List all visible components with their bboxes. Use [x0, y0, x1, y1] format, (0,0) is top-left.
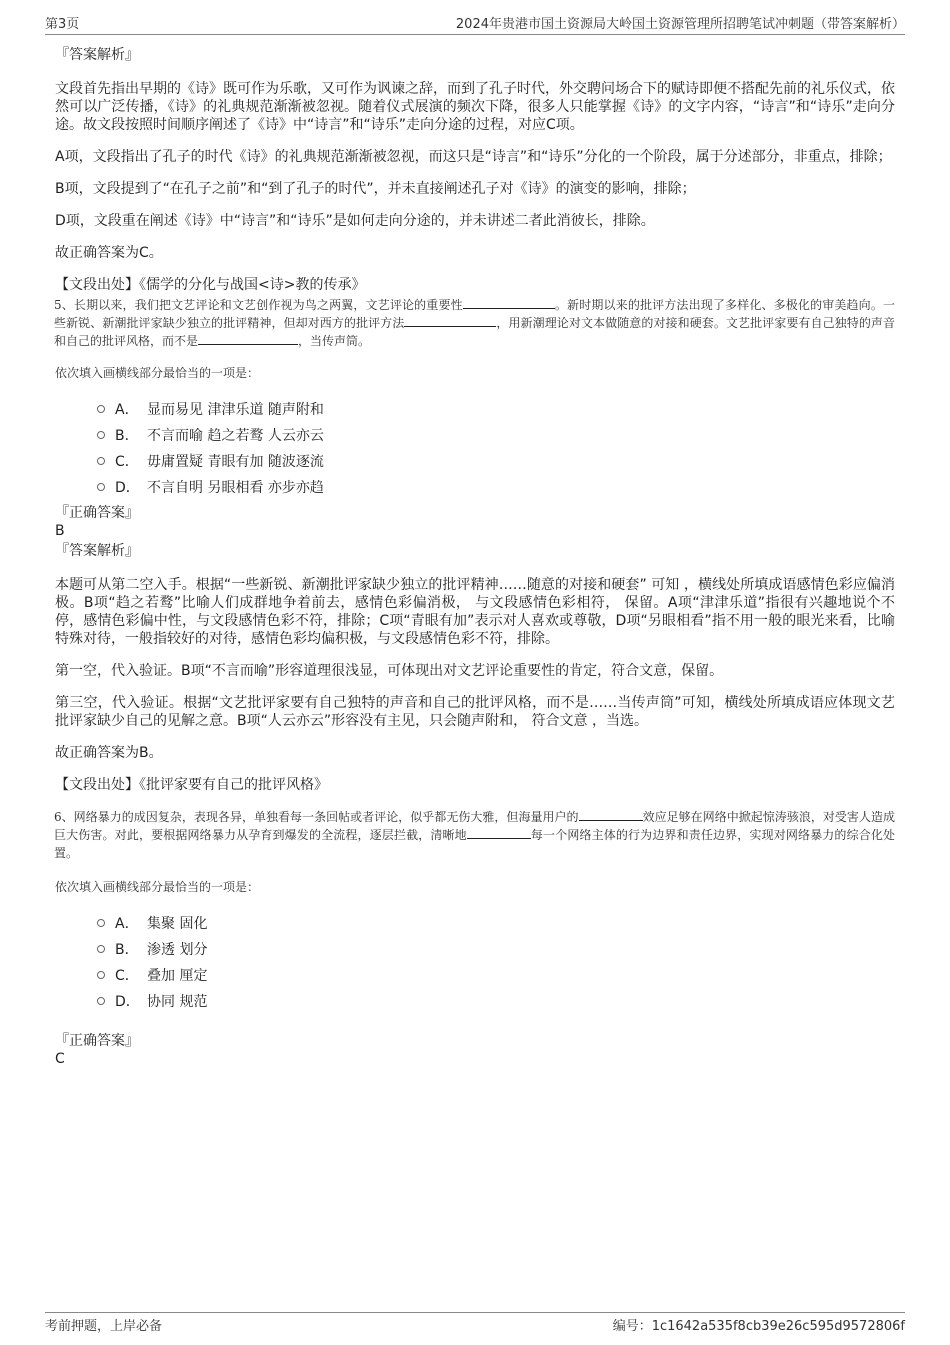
fill-blank: [467, 826, 531, 839]
option-d[interactable]: D． 不言自明 另眼相看 亦步亦趋: [97, 474, 895, 500]
analysis-paragraph: 本题可从第二空入手。根据“一些新锐、新潮批评家缺少独立的批评精神……随意的对接和硬套” 可知 ，横线处所填成语感情色彩应偏消极。B项“趋之若鹜”比喻人们成群地争着前去，感情色彩偏消极， 与文段感情色彩相符， 保留。A项“津津乐道”指很有兴趣地说个不停，感情色彩偏中性，与文段感情色彩不符，排除；C项“青眼有加”表示对人喜欢或尊敬，D项“另眼相看”指不用一般的眼光来看，比喻特殊对待，一般指较好的对待，感情色彩均偏积极，与文段感情色彩不符，排除。: [55, 577, 895, 647]
footer-slogan: 考前押题，上岸必备: [45, 1319, 163, 1334]
analysis-paragraph: 第一空，代入验证。B项“不言而喻”形容道理很浅显，可体现出对文艺评论重要性的肯定，符合文意，保留。: [55, 663, 724, 679]
radio-button[interactable]: [97, 945, 105, 953]
radio-button[interactable]: [97, 431, 105, 439]
question-5-options: [55, 396, 895, 500]
page-header: [45, 14, 905, 35]
analysis-label: 『答案解析』: [55, 543, 139, 559]
fill-blank: [404, 314, 496, 327]
source-citation: 【文段出处】《批评家要有自己的批评风格》: [55, 777, 328, 793]
radio-button[interactable]: [97, 997, 105, 1005]
radio-button[interactable]: [97, 457, 105, 465]
fill-blank: [463, 296, 555, 309]
question-5-prompt: 依次填入画横线部分最恰当的一项是：: [55, 366, 260, 380]
question-6-prompt: 依次填入画横线部分最恰当的一项是：: [55, 880, 260, 894]
answer-conclusion: 故正确答案为B。: [55, 745, 163, 761]
fill-blank: [579, 808, 643, 821]
option-b[interactable]: B． 渗透 划分: [97, 936, 895, 962]
analysis-paragraph: D项，文段重在阐述《诗》中“诗言”和“诗乐”是如何走向分途的，并未讲述二者此消彼长，排除。: [55, 213, 655, 229]
option-a[interactable]: A． 显而易见 津津乐道 随声附和: [97, 396, 895, 422]
radio-button[interactable]: [97, 483, 105, 491]
analysis-paragraph: 第三空，代入验证。根据“文艺批评家要有自己独特的声音和自己的批评风格，而不是……当传声筒”可知，横线处所填成语应体现文艺批评家缺少自己的见解之意。B项“人云亦云”形容没有主见，只会随声附和， 符合文意 ，当选。: [55, 695, 895, 729]
option-c[interactable]: C． 毋庸置疑 青眼有加 随波逐流: [97, 448, 895, 474]
page-footer: [45, 1312, 905, 1333]
page-number: 第3页: [45, 17, 80, 32]
option-a[interactable]: A． 集聚 固化: [97, 910, 895, 936]
analysis-label: 『答案解析』: [55, 47, 139, 63]
option-c[interactable]: C． 叠加 厘定: [97, 962, 895, 988]
correct-answer-label: 『正确答案』: [55, 1033, 139, 1049]
answer-conclusion: 故正确答案为C。: [55, 245, 163, 261]
radio-button[interactable]: [97, 405, 105, 413]
source-citation: 【文段出处】《儒学的分化与战国<诗>教的传承》: [55, 277, 366, 293]
analysis-paragraph: 文段首先指出早期的《诗》既可作为乐歌，又可作为讽谏之辞，而到了孔子时代，外交聘问场合下的赋诗即便不搭配先前的礼乐仪式，依然可以广泛传播，《诗》的礼典规范渐渐被忽视。随着仪式展演的频次下降，很多人只能掌握《诗》的文字内容，“诗言”和“诗乐”走向分途。故文段按照时间顺序阐述了《诗》中“诗言”和“诗乐”走向分途的过程，对应C项。: [55, 81, 895, 133]
analysis-paragraph: B项，文段提到了“在孔子之前”和“到了孔子的时代”，并未直接阐述孔子对《诗》的演变的影响，排除；: [55, 181, 696, 197]
correct-answer: B: [55, 523, 65, 539]
document-title: 2024年贵港市国土资源局大岭国土资源管理所招聘笔试冲刺题（带答案解析）: [455, 17, 905, 32]
question-6-options: [55, 910, 895, 1014]
question-6-text: 6、网络暴力的成因复杂，表现各异，单独看每一条回帖或者评论，似乎都无伤大雅，但海量用户的 效应足够在网络中掀起惊涛骇浪，对受害人造成巨大伤害。对此，要根据网络暴力从孕育到爆发的全流程，逐层拦截，清晰地 每一个网络主体的行为边界和责任边界，实现对网络暴力的综合化处置。: [54, 810, 895, 860]
fill-blank: [198, 332, 298, 345]
radio-button[interactable]: [97, 919, 105, 927]
correct-answer: C: [55, 1051, 65, 1067]
correct-answer-label: 『正确答案』: [55, 505, 139, 521]
page-content: [55, 46, 895, 1068]
radio-button[interactable]: [97, 971, 105, 979]
option-b[interactable]: B． 不言而喻 趋之若鹜 人云亦云: [97, 422, 895, 448]
document-id: 编号：1c1642a535f8cb39e26c595d9572806f: [612, 1319, 905, 1334]
analysis-paragraph: A项，文段指出了孔子的时代《诗》的礼典规范渐渐被忽视，而这只是“诗言”和“诗乐”分化的一个阶段，属于分述部分，非重点，排除；: [55, 149, 892, 165]
question-5-text: 5、长期以来，我们把文艺评论和文艺创作视为鸟之两翼，文艺评论的重要性 。新时期以来的批评方法出现了多样化、多极化的审美趋向。一些新锐、新潮批评家缺少独立的批评精神，但却对西方的批评方法 ，用新潮理论对文本做随意的对接和硬套。文艺批评家要有自己独特的声音和自己的批评风格，而不是 ，当传声筒。: [54, 298, 895, 348]
option-d[interactable]: D． 协同 规范: [97, 988, 895, 1014]
